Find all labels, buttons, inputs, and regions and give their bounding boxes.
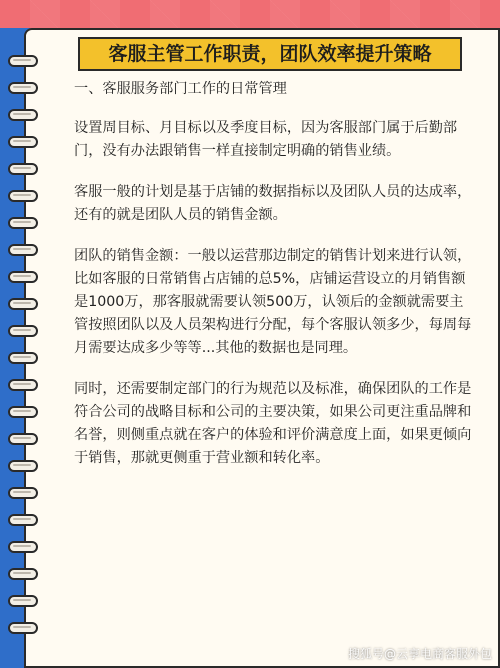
binding-ring — [8, 271, 38, 283]
paragraph: 设置周目标、月目标以及季度目标，因为客服部门属于后勤部门，没有办法跟销售一样直接制定明确的销售业绩。 — [74, 120, 458, 159]
binding-ring — [8, 244, 38, 256]
binding-ring — [8, 82, 38, 94]
watermark-text: 搜狐号@云享电商客服外包 — [347, 647, 492, 661]
binding-ring — [8, 460, 38, 472]
binding-ring — [8, 55, 38, 67]
binding-ring — [8, 325, 38, 337]
binding-ring — [8, 568, 38, 580]
binding-ring — [8, 379, 38, 391]
binding-ring — [8, 352, 38, 364]
paragraph: 同时，还需要制定部门的行为规范以及标准，确保团队的工作是符合公司的战略目标和公司的主要决策，如果公司更注重品牌和名誉，则侧重点就在客户的体验和评价满意度上面，如果更倾向于销售，那就更侧重于营业额和转化率。 — [74, 381, 472, 466]
section-heading: 一、客服服务部门工作的日常管理 — [74, 81, 287, 97]
binding-ring — [8, 217, 38, 229]
binding-ring — [8, 163, 38, 175]
binding-ring — [8, 136, 38, 148]
binding-ring — [8, 190, 38, 202]
article-body — [74, 78, 474, 488]
binding-ring — [8, 406, 38, 418]
binding-ring — [8, 514, 38, 526]
binding-ring — [8, 298, 38, 310]
binding-ring — [8, 487, 38, 499]
binding-ring — [8, 595, 38, 607]
binding-ring — [8, 622, 38, 634]
binding-ring — [8, 109, 38, 121]
binding-ring — [8, 541, 38, 553]
page-title: 客服主管工作职责，团队效率提升策略 — [78, 37, 462, 71]
binding-ring — [8, 433, 38, 445]
paragraph: 团队的销售金额：一般以运营那边制定的销售计划来进行认领，比如客服的日常销售占店铺的总5%，店铺运营设立的月销售额是1000万，那客服就需要认领500万，认领后的金额就需要主管按照团队以及人员架构进行分配，每个客服认领多少，每周每月需要达成多少等等...其他的数据也是同理。 — [74, 248, 472, 356]
paragraph: 客服一般的计划是基于店铺的数据指标以及团队人员的达成率，还有的就是团队人员的销售金额。 — [74, 184, 472, 223]
